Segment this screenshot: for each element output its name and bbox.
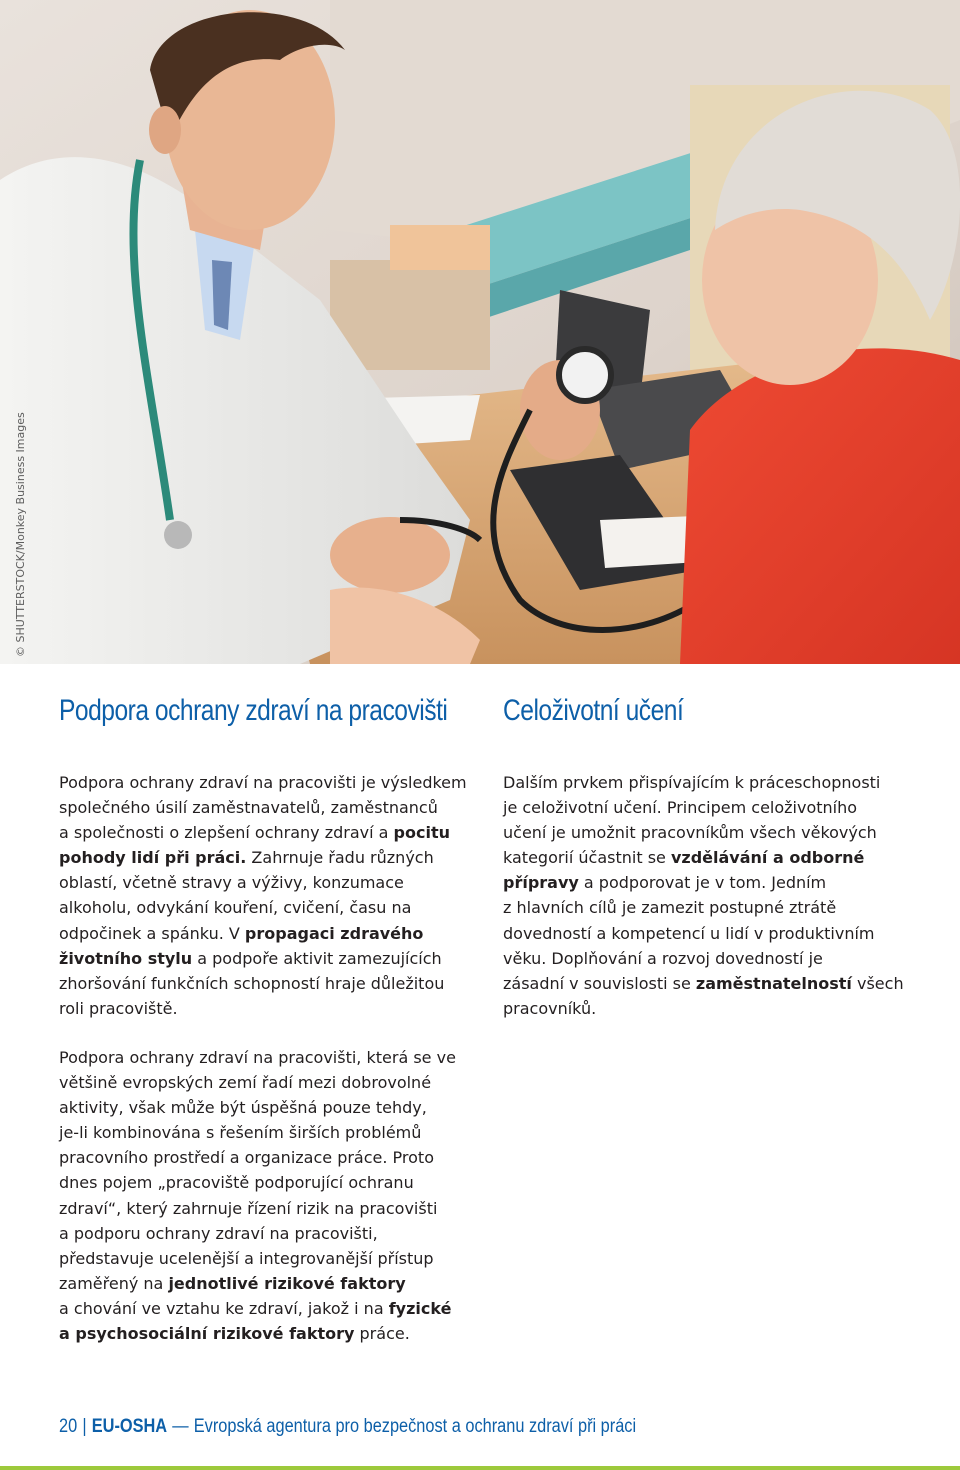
paragraph-workplace-health-1 bbox=[59, 770, 479, 1021]
text-line bbox=[503, 921, 923, 946]
text-line bbox=[59, 820, 479, 845]
footer-dash: — bbox=[172, 1416, 189, 1437]
emphasis-text: životního stylu bbox=[59, 948, 193, 968]
text-run: odpočinek a spánku. V bbox=[59, 923, 245, 943]
page-footer bbox=[59, 1416, 636, 1438]
doctor-patient-photo bbox=[0, 0, 960, 664]
page-number: 20 bbox=[59, 1416, 78, 1437]
text-line bbox=[503, 996, 923, 1021]
text-line bbox=[59, 870, 479, 895]
emphasis-text: přípravy bbox=[503, 873, 579, 893]
section-heading-lifelong-learning: Celoživotní učení bbox=[503, 694, 684, 727]
text-line bbox=[59, 971, 479, 996]
text-run: alkoholu, odvykání kouření, cvičení, času na bbox=[59, 898, 412, 918]
photo-credit: © SHUTTERSTOCK/Monkey Business Images bbox=[14, 412, 27, 657]
text-line bbox=[503, 870, 923, 895]
text-line bbox=[59, 1321, 479, 1346]
text-line bbox=[503, 845, 923, 870]
text-run: a podporu ochrany zdraví na pracovišti, bbox=[59, 1223, 378, 1243]
text-run: a podpoře aktivit zamezujících bbox=[192, 948, 442, 968]
paragraph-workplace-health-2 bbox=[59, 1045, 479, 1346]
text-line bbox=[59, 1246, 479, 1271]
emphasis-text: propagaci zdravého bbox=[244, 923, 424, 943]
emphasis-text: jednotlivé rizikové faktory bbox=[168, 1273, 406, 1293]
emphasis-text: pohody lidí při práci. bbox=[59, 848, 247, 868]
text-run: věku. Doplňování a rozvoj dovedností je bbox=[503, 948, 823, 968]
paragraph-lifelong-learning bbox=[503, 770, 923, 1021]
text-line bbox=[59, 1070, 479, 1095]
text-line bbox=[59, 845, 479, 870]
text-line bbox=[59, 1120, 479, 1145]
text-run: a chování ve vztahu ke zdraví, jakož i na bbox=[59, 1298, 389, 1318]
text-run: Podpora ochrany zdraví na pracovišti, která se ve bbox=[59, 1048, 456, 1067]
text-run: je-li kombinována s řešením širších problémů bbox=[59, 1123, 422, 1143]
text-line bbox=[59, 1095, 479, 1120]
text-run: roli pracoviště. bbox=[59, 998, 178, 1018]
emphasis-text: a psychosociální rizikové faktory bbox=[59, 1324, 355, 1344]
text-run: představuje ucelenější a integrovanější přístup bbox=[59, 1248, 434, 1268]
text-line bbox=[59, 770, 479, 795]
footer-org: EU-OSHA bbox=[91, 1416, 168, 1437]
text-run: práce. bbox=[354, 1324, 410, 1344]
text-line bbox=[503, 895, 923, 920]
text-run: učení je umožnit pracovníkům všech věkových bbox=[503, 823, 877, 843]
text-run: dovedností a kompetencí u lidí v produktivním bbox=[503, 923, 875, 943]
text-run: dnes pojem „pracoviště podporující ochranu bbox=[59, 1173, 414, 1193]
text-run: Zahrnuje řadu různých bbox=[246, 848, 434, 868]
text-run: společného úsilí zaměstnavatelů, zaměstnanců bbox=[59, 798, 438, 818]
text-run: oblastí, včetně stravy a výživy, konzumace bbox=[59, 873, 404, 893]
footer-rule bbox=[0, 1466, 960, 1470]
text-line bbox=[59, 996, 479, 1021]
text-line bbox=[59, 1296, 479, 1321]
emphasis-text: vzdělávání a odborné bbox=[670, 848, 865, 868]
text-run: pracovníků. bbox=[503, 998, 597, 1018]
text-line bbox=[59, 921, 479, 946]
text-run: zaměřený na bbox=[59, 1273, 169, 1293]
emphasis-text: pocitu bbox=[393, 823, 450, 843]
text-line bbox=[59, 1170, 479, 1195]
text-run: zásadní v souvislosti se bbox=[503, 973, 696, 993]
text-line bbox=[59, 1045, 479, 1070]
emphasis-text: zaměstnatelností bbox=[695, 973, 852, 993]
text-line bbox=[59, 1145, 479, 1170]
text-run: je celoživotní učení. Principem celoživotního bbox=[503, 798, 858, 818]
text-line bbox=[503, 795, 923, 820]
emphasis-text: fyzické bbox=[388, 1298, 452, 1318]
text-run: pracovního prostředí a organizace práce. Proto bbox=[59, 1148, 434, 1168]
footer-agency: Evropská agentura pro bezpečnost a ochranu zdraví při práci bbox=[193, 1416, 637, 1437]
text-line bbox=[503, 820, 923, 845]
text-run: Dalším prvkem přispívajícím k práceschopnosti bbox=[503, 773, 881, 792]
text-run: Podpora ochrany zdraví na pracovišti je výsledkem bbox=[59, 773, 467, 792]
section-heading-workplace-health: Podpora ochrany zdraví na pracovišti bbox=[59, 694, 448, 727]
text-line bbox=[59, 1196, 479, 1221]
text-line bbox=[503, 971, 923, 996]
text-run: zdraví“, který zahrnuje řízení rizik na pracovišti bbox=[59, 1198, 438, 1218]
text-line bbox=[59, 1271, 479, 1296]
text-line bbox=[503, 770, 923, 795]
text-run: aktivity, však může být úspěšná pouze tehdy, bbox=[59, 1098, 427, 1118]
text-line bbox=[59, 1221, 479, 1246]
text-run: a podporovat je v tom. Jedním bbox=[578, 873, 827, 893]
text-run: většině evropských zemí řadí mezi dobrovolné bbox=[59, 1073, 432, 1093]
footer-separator: | bbox=[82, 1416, 87, 1437]
text-run: všech bbox=[851, 973, 904, 993]
text-line bbox=[59, 946, 479, 971]
text-run: a společnosti o zlepšení ochrany zdraví a bbox=[59, 823, 394, 843]
text-run: kategorií účastnit se bbox=[503, 848, 671, 868]
text-run: zhoršování funkčních schopností hraje důležitou bbox=[59, 973, 445, 993]
text-line bbox=[503, 946, 923, 971]
text-run: z hlavních cílů je zamezit postupné ztrátě bbox=[503, 898, 837, 918]
text-line bbox=[59, 895, 479, 920]
text-line bbox=[59, 795, 479, 820]
